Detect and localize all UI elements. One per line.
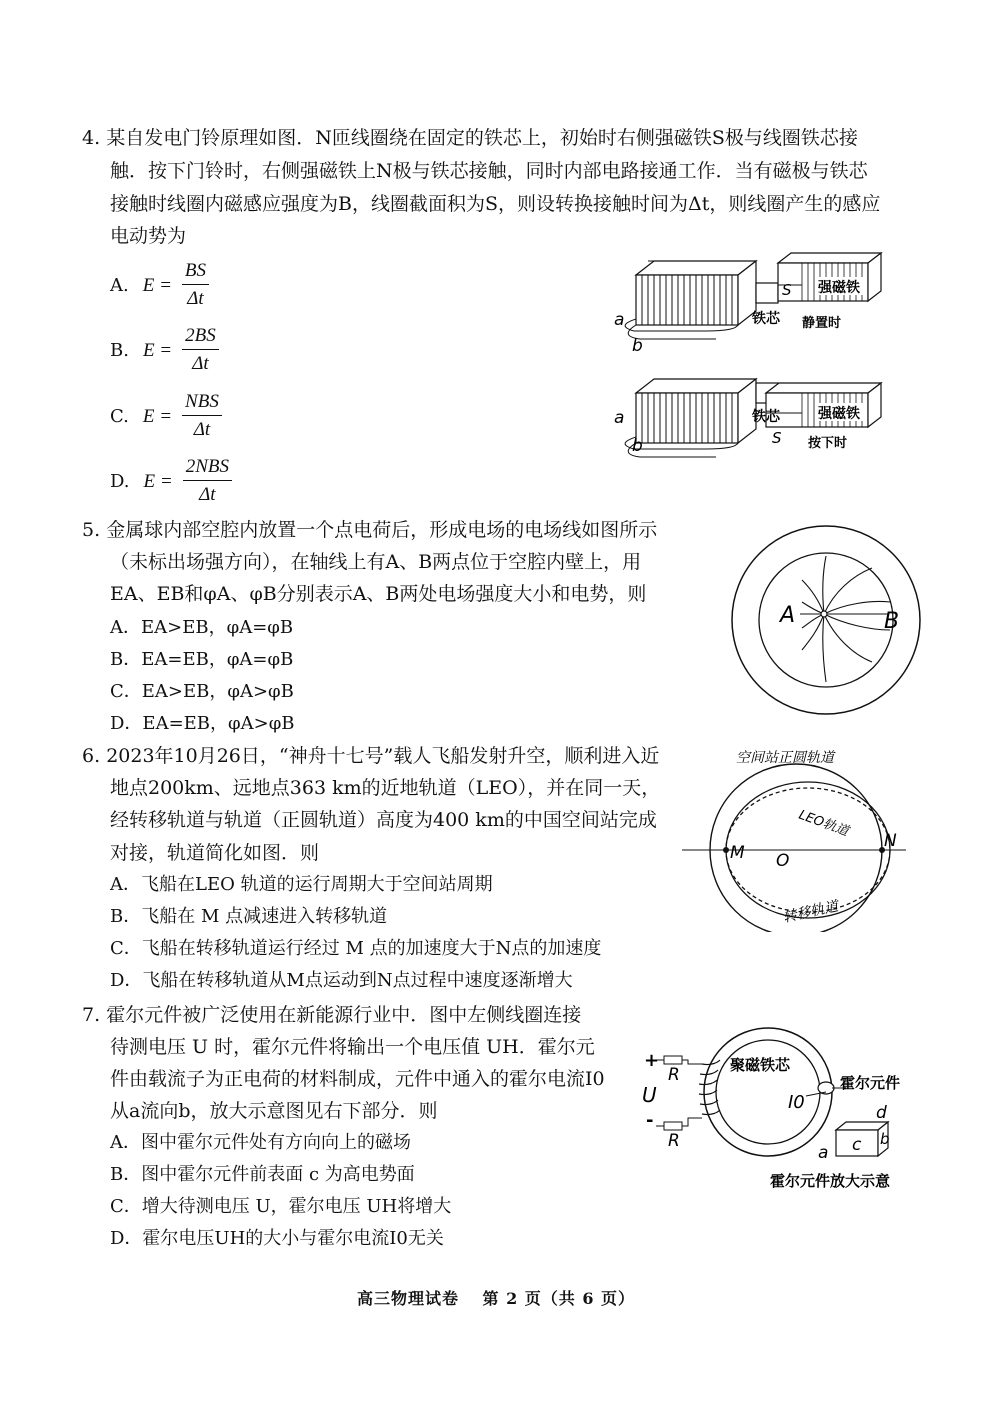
numerator: 2BS [182,323,219,350]
top-state-label: 静置时 [802,316,842,331]
core-label: 聚磁铁芯 [730,1056,791,1074]
q6-option-b[interactable]: B．飞船在 M 点减速进入转移轨道 [110,906,388,927]
bot-core-label: 铁芯 [752,409,780,425]
coil-static [614,253,881,356]
point-charge [821,611,827,617]
q6-option-c[interactable]: C．飞船在转移轨道运行经过 M 点的加速度大于N点的加速度 [110,938,602,959]
point-m [723,847,729,853]
q6-text-1: 2023年10月26日，“神舟十七号”载人飞船发射升空，顺利进入近 [106,745,660,767]
option-label: D. [110,471,130,492]
bot-state-label: 按下时 [808,436,848,451]
label-n: N [884,831,897,851]
fraction [182,258,209,313]
q5-option-b[interactable]: B．EA=EB，φA=φB [110,649,294,670]
label-m: M [730,843,745,863]
minus-terminal: - [646,1110,654,1131]
q4-option-a[interactable] [110,258,209,313]
hall-caption: 霍尔元件放大示意 [770,1172,891,1190]
q5-line-2: （未标出场强方向），在轴线上有A、B两点位于空腔内壁上，用 [110,551,642,573]
transfer-orbit-label: 转移轨道 [781,898,840,926]
fraction [182,389,222,444]
q7-option-c[interactable]: C．增大待测电压 U，霍尔电压 UH将增大 [110,1196,452,1217]
plus-terminal: + [644,1050,660,1071]
q6-orbit-figure [680,742,910,932]
q7-text-1: 霍尔元件被广泛使用在新能源行业中．图中左侧线圈连接 [106,1004,582,1026]
option-label: C. [110,406,129,427]
page-footer: 高三物理试卷 第 2 页（共 6 页） [356,1289,636,1308]
q4-doorbell-figure [606,245,896,465]
numerator: 2NBS [183,454,232,481]
bot-s-label: S [772,429,782,447]
q4-option-b[interactable] [110,323,219,378]
q6-option-a[interactable]: A．飞船在LEO 轨道的运行周期大于空间站周期 [110,874,493,895]
face-c-label: c [852,1135,862,1155]
bot-b-label: b [632,436,643,456]
bot-a-label: a [614,408,625,428]
fraction [183,454,232,509]
option-lhs: E = [142,274,172,296]
q5-option-a[interactable]: A．EA>EB，φA=φB [110,617,294,638]
q7-line-3: 件由载流子为正电荷的材料制成，元件中通入的霍尔电流I0 [110,1068,605,1090]
face-d-label: d [876,1103,887,1123]
q4-line-1 [82,125,858,151]
q6-line-3: 经转移轨道与轨道（正圆轨道）高度为400 km的中国空间站完成 [110,809,657,831]
q6-number: 6. [82,745,101,767]
top-a-label: a [614,310,625,330]
q5-sphere-figure [722,520,922,720]
resistor-r2-label: R [668,1131,680,1151]
q5-option-d[interactable]: D．EA=EB，φA>φB [110,713,295,734]
q7-line-1 [82,1002,581,1028]
q4-line-2: 触．按下门铃时，右侧强磁铁上N极与铁芯接触，同时内部电路接通工作．当有磁极与铁芯 [110,160,868,182]
q5-text-1: 金属球内部空腔内放置一个点电荷后，形成电场的电场线如图所示 [106,519,658,541]
coil-pressed [614,379,881,457]
hall-element-label: 霍尔元件 [840,1074,901,1092]
numerator: NBS [182,389,222,416]
q6-line-1 [82,743,659,769]
denominator: Δt [199,484,216,505]
numerator: BS [182,258,209,285]
option-lhs: E = [143,470,173,492]
top-core-label: 铁芯 [752,311,780,327]
q6-line-2: 地点200km、远地点363 km的近地轨道（LEO），并在同一天， [110,777,661,799]
q7-number: 7. [82,1004,101,1026]
label-b: B [884,609,900,634]
q4-line-3: 接触时线圈内磁感应强度为B，线圈截面积为S，则设转换接触时间为Δt，则线圈产生的感应 [110,193,881,215]
fraction [182,323,219,378]
q4-line-4: 电动势为 [110,225,187,247]
bot-magnet-label: 强磁铁 [818,406,860,422]
q4-text-1: 某自发电门铃原理如图．N匝线圈绕在固定的铁芯上，初始时右侧强磁铁S极与线圈铁芯接 [106,127,858,149]
denominator: Δt [187,288,204,309]
q5-number: 5. [82,519,101,541]
leo-orbit-label: LEO轨道 [796,807,851,840]
q5-line-1 [82,517,657,543]
q7-line-4: 从a流向b，放大示意图见右下部分．则 [110,1100,438,1122]
q6-option-d[interactable]: D．飞船在转移轨道从M点运动到N点过程中速度逐渐增大 [110,970,573,991]
denominator: Δt [193,419,211,440]
core-outer [704,1028,832,1156]
label-a: A [780,603,796,628]
face-b-label: b [880,1130,890,1148]
q5-option-c[interactable]: C．EA>EB，φA>φB [110,681,294,702]
top-s-label: S [782,281,792,299]
q7-option-b[interactable]: B．图中霍尔元件前表面 c 为高电势面 [110,1164,415,1185]
q4-option-d[interactable] [110,454,232,509]
top-magnet-label: 强磁铁 [818,280,860,296]
resistor-r1-label: R [668,1065,680,1085]
label-o: O [776,851,790,871]
voltage-u-label: U [642,1083,657,1107]
q7-line-2: 待测电压 U 时，霍尔元件将输出一个电压值 UH．霍尔元 [110,1036,595,1058]
q4-option-c[interactable] [110,389,222,444]
face-a-label: a [818,1143,829,1163]
resistor-top [664,1056,682,1064]
top-b-label: b [632,336,643,356]
denominator: Δt [192,353,209,374]
current-i0-label: I0 [788,1092,805,1113]
resistor-bottom [664,1122,682,1130]
q6-line-4: 对接，轨道简化如图．则 [110,842,320,864]
option-label: B. [110,340,129,361]
q7-option-d[interactable]: D．霍尔电压UH的大小与霍尔电流I0无关 [110,1228,444,1249]
q5-line-3: EA、EB和φA、φB分别表示A、B两处电场强度大小和电势，则 [110,583,647,605]
q7-option-a[interactable]: A．图中霍尔元件处有方向向上的磁场 [110,1132,411,1153]
q7-hall-figure [636,1020,926,1200]
option-lhs: E = [142,405,173,427]
station-orbit-label: 空间站正圆轨道 [736,750,834,766]
option-label: A. [110,275,129,296]
option-lhs: E = [142,339,173,361]
q4-number: 4. [82,127,101,149]
